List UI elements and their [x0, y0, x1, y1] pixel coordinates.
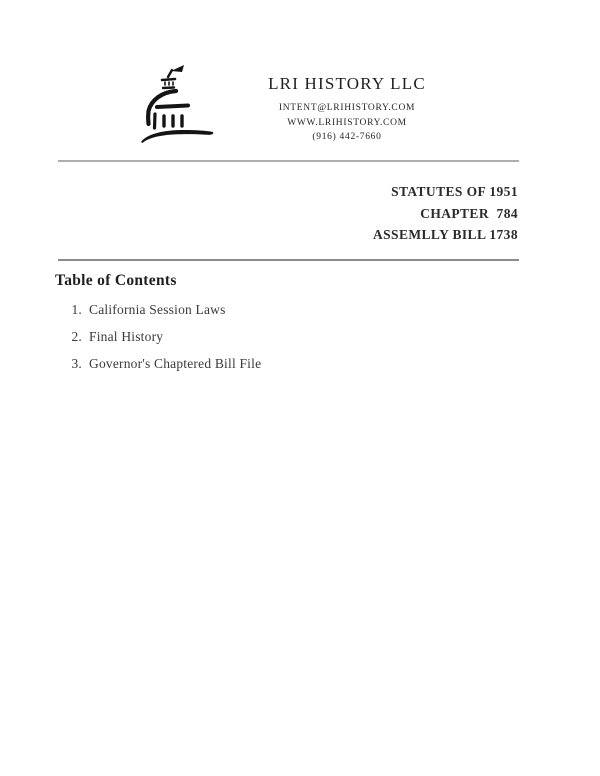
divider-bottom — [58, 259, 519, 261]
toc-item-label: Governor's Chaptered Bill File — [89, 356, 262, 371]
company-name: LRI HISTORY LLC — [268, 74, 426, 93]
toc-item-final-history — [68, 330, 261, 345]
statutes-year-line: STATUTES OF 1951 — [391, 184, 518, 199]
toc-item-number: 1. — [71, 302, 82, 317]
toc-item-label: California Session Laws — [89, 302, 226, 317]
toc-item-session-laws — [68, 303, 261, 318]
chapter-line: CHAPTER 784 — [420, 205, 518, 221]
capitol-dome-logo-icon — [138, 60, 218, 145]
statute-reference-block — [373, 181, 518, 246]
toc-title: Table of Contents — [55, 272, 177, 289]
letterhead — [138, 60, 462, 145]
contact-website: WWW.LRIHISTORY.COM — [287, 117, 407, 128]
toc-item-chaptered-bill-file — [68, 357, 261, 372]
contact-email: INTENT@LRIHISTORY.COM — [278, 103, 416, 113]
contact-phone: (916) 442-7660 — [312, 132, 382, 142]
assembly-bill-line: ASSEMLLY BILL 1738 — [372, 227, 518, 242]
toc-list — [68, 303, 261, 384]
contact-block — [232, 60, 462, 145]
toc-item-label: Final History — [89, 329, 164, 344]
toc-item-number: 3. — [71, 356, 82, 371]
toc-item-number: 2. — [71, 329, 82, 344]
divider-top — [58, 160, 519, 162]
